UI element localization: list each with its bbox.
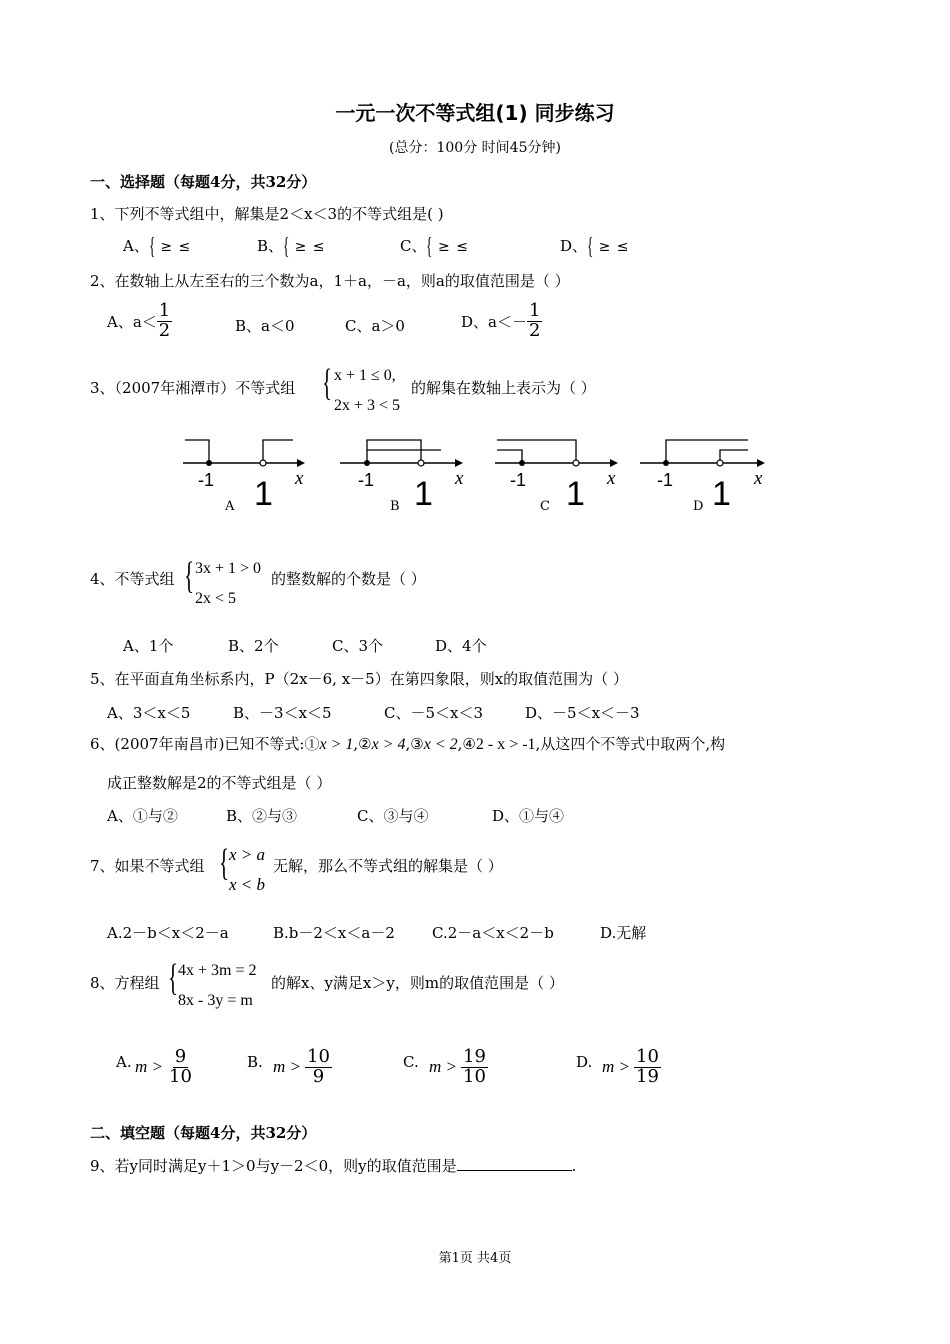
number-line-b-letter: B bbox=[390, 499, 400, 514]
q8-option-c: m > $\frac{19}{10}$ bbox=[429, 1046, 486, 1087]
q6-option-c: C、③与④ bbox=[357, 807, 429, 825]
q8-option-c-label: C. bbox=[403, 1053, 419, 1071]
q1-option-a-glyph: ≥ ≤ bbox=[160, 239, 192, 255]
question-1: 1、下列不等式组中，解集是2＜x＜3的不等式组是( ) bbox=[90, 205, 444, 223]
number-line-d-one: 1 bbox=[712, 475, 731, 513]
q8-system-brace: { bbox=[168, 957, 179, 999]
q6-option-d: D、①与④ bbox=[492, 807, 565, 825]
number-line-c-x: x bbox=[607, 468, 616, 489]
number-line-b bbox=[340, 440, 463, 467]
q1-option-b-glyph: ≥ ≤ bbox=[294, 239, 326, 255]
q7-option-c: C.2－a＜x＜2－b bbox=[432, 924, 554, 942]
q7-option-b: B.b－2＜x＜a－2 bbox=[273, 924, 395, 942]
q5-option-b: B、－3＜x＜5 bbox=[233, 704, 332, 722]
page-subtitle: (总分：100分 时间45分钟) bbox=[389, 140, 561, 156]
question-5: 5、在平面直角坐标系内，P（2x－6, x－5）在第四象限，则x的取值范围为（ ） bbox=[90, 670, 628, 688]
q6-option-b: B、②与③ bbox=[226, 807, 298, 825]
q8-option-a: m > $\frac{9}{10}$ bbox=[135, 1046, 192, 1087]
q4-system-brace: { bbox=[184, 555, 195, 597]
q7-system-line-1: x > a bbox=[229, 845, 266, 864]
q2-option-a: A、a＜ $\frac{1}{2}$ bbox=[107, 300, 171, 341]
q7-option-a: A.2－b＜x＜2－a bbox=[107, 924, 229, 942]
question-3-prefix: 3、（2007年湘潭市）不等式组 bbox=[90, 379, 296, 397]
q1-option-c-glyph: ≥ ≤ bbox=[438, 239, 469, 255]
q1-option-d: D、{ ≥ ≤ bbox=[560, 234, 630, 260]
question-7-suffix: 无解，那么不等式组的解集是（ ） bbox=[273, 857, 503, 875]
q4-option-c: C、3个 bbox=[332, 637, 384, 655]
q9-answer-blank[interactable] bbox=[457, 1156, 572, 1171]
page-title: 一元一次不等式组(1) 同步练习 bbox=[335, 101, 615, 125]
q1-option-b: B、{ ≥ ≤ bbox=[257, 234, 326, 260]
q3-system-brace: { bbox=[322, 362, 333, 404]
number-line-a-minus-one: -1 bbox=[198, 470, 215, 490]
number-line-a-letter: A bbox=[225, 499, 235, 514]
question-9: 9、若y同时满足y＋1＞0与y－2＜0，则y的取值范围是 . bbox=[90, 1157, 577, 1175]
question-4-prefix: 4、不等式组 bbox=[90, 570, 175, 588]
q4-option-b: B、2个 bbox=[228, 637, 279, 655]
q7-system-brace: { bbox=[219, 842, 230, 884]
q4-option-a: A、1个 bbox=[123, 637, 174, 655]
number-line-d-letter: D bbox=[693, 499, 704, 514]
number-line-a bbox=[183, 440, 305, 467]
section-heading-choice: 一、选择题（每题4分，共32分） bbox=[90, 173, 317, 191]
q3-system-line-1: x + 1 ≤ 0, bbox=[334, 367, 396, 384]
number-line-a-x: x bbox=[295, 468, 304, 489]
q2-option-c: C、a＞0 bbox=[345, 317, 405, 335]
number-line-b-one: 1 bbox=[414, 475, 433, 513]
q8-system-line-2: 8x - 3y = m bbox=[178, 992, 253, 1009]
q2-option-d-fraction: $\frac{1}{2}$ bbox=[528, 300, 541, 341]
q8-option-b-label: B. bbox=[247, 1053, 263, 1071]
q8-option-a-label: A. bbox=[116, 1053, 132, 1071]
number-line-c bbox=[495, 440, 618, 467]
q2-option-b: B、a＜0 bbox=[235, 317, 295, 335]
q2-option-a-fraction: $\frac{1}{2}$ bbox=[158, 300, 171, 341]
section-heading-fill-in: 二、填空题（每题4分，共32分） bbox=[90, 1124, 317, 1142]
q7-system-line-2: x < b bbox=[229, 875, 266, 894]
q1-option-c: C、{ ≥ ≤ bbox=[400, 234, 469, 260]
q4-option-d: D、4个 bbox=[435, 637, 487, 655]
q8-system-line-1: 4x + 3m = 2 bbox=[178, 962, 257, 979]
q8-option-b: m > $\frac{10}{9}$ bbox=[273, 1046, 330, 1087]
question-7-prefix: 7、如果不等式组 bbox=[90, 857, 205, 875]
question-6-line-2: 成正整数解是2的不等式组是（ ） bbox=[107, 774, 332, 792]
q5-option-a: A、3＜x＜5 bbox=[107, 704, 191, 722]
number-line-d-x: x bbox=[754, 468, 763, 489]
question-4-suffix: 的整数解的个数是（ ） bbox=[271, 570, 426, 588]
question-8-prefix: 8、方程组 bbox=[90, 974, 160, 992]
q8-option-d: m > $\frac{10}{19}$ bbox=[602, 1046, 659, 1087]
q3-system-line-2: 2x + 3 < 5 bbox=[334, 397, 401, 414]
question-2: 2、在数轴上从左至右的三个数为a，1＋a，－a，则a的取值范围是（ ） bbox=[90, 272, 570, 290]
number-line-c-letter: C bbox=[540, 499, 550, 514]
number-line-a-one: 1 bbox=[254, 475, 273, 513]
q4-system-line-2: 2x < 5 bbox=[195, 590, 237, 607]
q8-option-d-label: D. bbox=[576, 1053, 593, 1071]
number-line-c-one: 1 bbox=[566, 475, 585, 513]
number-line-b-x: x bbox=[455, 468, 464, 489]
number-line-b-minus-one: -1 bbox=[358, 470, 375, 490]
q4-system-line-1: 3x + 1 > 0 bbox=[195, 560, 262, 577]
q5-option-c: C、－5＜x＜3 bbox=[384, 704, 484, 722]
question-6-line-1: 6、(2007年南昌市)已知不等式:① x > 1 ,② x > 4 ,③ x < 2 ,④ 2 - x > -1 ,从这四个不等式中取两个,构 bbox=[90, 735, 726, 753]
q7-option-d: D.无解 bbox=[600, 924, 647, 942]
q1-option-d-glyph: ≥ ≤ bbox=[598, 239, 630, 255]
question-3-suffix: 的解集在数轴上表示为（ ） bbox=[411, 379, 596, 397]
q1-option-a: A、{ ≥ ≤ bbox=[123, 234, 192, 260]
number-line-d bbox=[640, 440, 765, 467]
number-line-c-minus-one: -1 bbox=[510, 470, 527, 490]
q2-option-d: D、a＜－ $\frac{1}{2}$ bbox=[461, 300, 541, 341]
q5-option-d: D、－5＜x＜－3 bbox=[525, 704, 640, 722]
q6-option-a: A、①与② bbox=[107, 807, 178, 825]
number-line-d-minus-one: -1 bbox=[657, 470, 674, 490]
page-footer: 第1页 共4页 bbox=[438, 1251, 512, 1266]
question-8-suffix: 的解x、y满足x＞y，则m的取值范围是（ ） bbox=[271, 974, 564, 992]
